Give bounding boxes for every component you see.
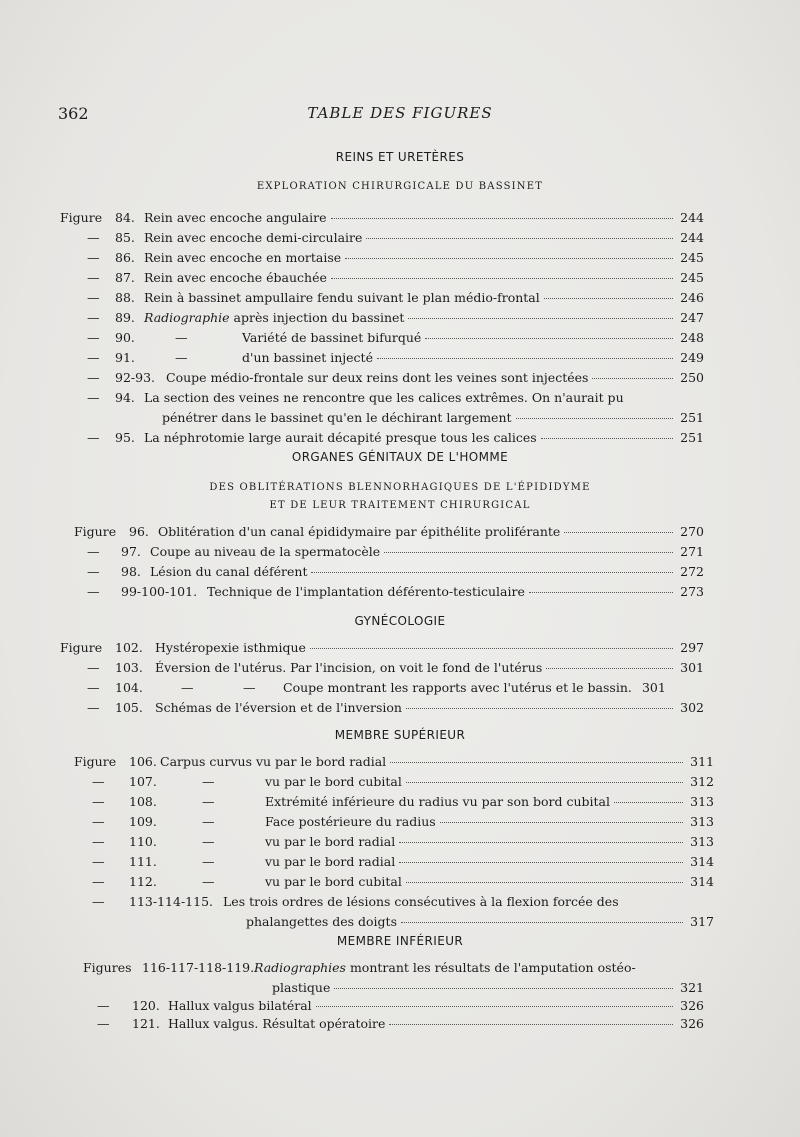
- entry-text: 87.: [115, 270, 135, 285]
- entry-text: montrant les résultats de l'amputation ostéo-: [345, 960, 636, 975]
- entry-text: 85.: [115, 230, 135, 245]
- page-ref: 245: [680, 270, 704, 285]
- figure-entry: [60, 428, 704, 448]
- figure-entry: [60, 328, 704, 348]
- entry-text: Coupe montrant les rapports avec l'utérus et le bassin.: [283, 680, 632, 695]
- figure-entry: [60, 388, 704, 408]
- entry-text: Éversion de l'utérus. Par l'incision, on voit le fond de l'utérus: [155, 660, 543, 675]
- dot-leader: [546, 668, 673, 669]
- page-ref: 249: [680, 350, 704, 365]
- page-ref: 250: [680, 370, 704, 385]
- entry-text: phalangettes des doigts: [246, 914, 397, 929]
- page-ref: 314: [690, 874, 714, 889]
- figure-entry-continuation: [162, 408, 704, 428]
- entry-text: —: [87, 230, 100, 245]
- page-ref: 302: [680, 700, 704, 715]
- entry-text: —: [202, 774, 215, 789]
- entry-text: —: [87, 370, 100, 385]
- entry-text: Oblitération d'un canal épididymaire par épithélite proliférante: [158, 524, 561, 539]
- figure-entry: [74, 542, 704, 562]
- page-ref: 314: [690, 854, 714, 869]
- entry-text: —: [92, 834, 105, 849]
- subtitle-traitement: ET DE LEUR TRAITEMENT CHIRURGICAL: [269, 500, 531, 511]
- page-ref: 247: [680, 310, 704, 325]
- entry-text: 97.: [121, 544, 141, 559]
- entry-text: Rein avec encoche ébauchée: [144, 270, 327, 285]
- entry-text: 90.: [115, 330, 135, 345]
- figure-entry: [74, 522, 704, 542]
- entry-text: Coupe médio-frontale sur deux reins dont les veines sont injectées: [166, 370, 589, 385]
- entry-text: 112.: [129, 874, 157, 889]
- entry-text: Figure: [60, 210, 103, 225]
- figure-entry: [60, 268, 704, 288]
- page-ref: 326: [680, 1016, 704, 1031]
- page-ref: 251: [680, 430, 704, 445]
- figure-entry: [60, 248, 704, 268]
- dot-leader: [389, 1024, 673, 1025]
- dot-leader: [377, 358, 673, 359]
- page-ref: 301: [680, 660, 704, 675]
- figure-entry: [60, 308, 704, 328]
- entry-text: —: [175, 330, 188, 345]
- dot-leader: [541, 438, 673, 439]
- entry-text: Technique de l'implantation déférento-testiculaire: [207, 584, 525, 599]
- dot-leader: [334, 988, 673, 989]
- page-ref: 245: [680, 250, 704, 265]
- entry-text: —: [92, 774, 105, 789]
- page-ref: 272: [680, 564, 704, 579]
- entry-text: 86.: [115, 250, 135, 265]
- entry-text: —: [87, 544, 100, 559]
- entry-text: 102.: [115, 640, 143, 655]
- page-ref: 313: [690, 814, 714, 829]
- entry-text: Figure: [74, 524, 117, 539]
- page-ref: 273: [680, 584, 704, 599]
- entry-text: 111.: [129, 854, 157, 869]
- figure-entry: [74, 892, 714, 912]
- page-ref: 251: [680, 410, 704, 425]
- figure-entry-continuation: [246, 912, 714, 932]
- page-ref: 246: [680, 290, 704, 305]
- figure-entry: [83, 1014, 704, 1034]
- dot-leader: [408, 318, 673, 319]
- entry-text: 103.: [115, 660, 143, 675]
- entry-text: —: [202, 814, 215, 829]
- figure-entry: [74, 852, 714, 872]
- page-ref: 271: [680, 544, 704, 559]
- figure-entry: [60, 658, 704, 678]
- figure-entry: [83, 996, 704, 1016]
- dot-leader: [425, 338, 673, 339]
- page-ref: 301: [641, 680, 666, 695]
- entry-text: Radiographie: [144, 310, 230, 325]
- figure-entry: [74, 812, 714, 832]
- entry-text: Hallux valgus. Résultat opératoire: [168, 1016, 386, 1031]
- dot-leader: [440, 822, 683, 823]
- entry-text: Figure: [60, 640, 103, 655]
- entry-text: 108.: [129, 794, 157, 809]
- entry-text: 109.: [129, 814, 157, 829]
- entry-text: —: [92, 894, 105, 909]
- entry-text: 95.: [115, 430, 135, 445]
- entry-text: Variété de bassinet bifurqué: [242, 330, 422, 345]
- page-ref: 321: [680, 980, 704, 995]
- dot-leader: [311, 572, 673, 573]
- figure-entry: [60, 228, 704, 248]
- page-ref: 270: [680, 524, 704, 539]
- entry-text: 98.: [121, 564, 141, 579]
- dot-leader: [384, 552, 673, 553]
- figure-entry: [60, 368, 704, 388]
- entry-text: plastique: [272, 980, 331, 995]
- entry-text: —: [202, 874, 215, 889]
- dot-leader: [390, 762, 683, 763]
- page-ref: 326: [680, 998, 704, 1013]
- page-number: 362: [58, 104, 89, 123]
- page-ref: 317: [690, 914, 714, 929]
- entry-text: —: [92, 794, 105, 809]
- running-title: TABLE DES FIGURES: [307, 104, 493, 122]
- entry-text: —: [87, 390, 100, 405]
- entry-text: 116-117-118-119.: [142, 960, 255, 975]
- figure-entry-continuation: [272, 978, 704, 998]
- figure-entry: [60, 208, 704, 228]
- dot-leader: [406, 882, 683, 883]
- entry-text: vu par le bord radial: [265, 854, 396, 869]
- dot-leader: [331, 218, 674, 219]
- page-ref: 313: [690, 834, 714, 849]
- entry-text: Extrémité inférieure du radius vu par son bord cubital: [265, 794, 611, 809]
- dot-leader: [564, 532, 673, 533]
- entry-text: 120.: [132, 998, 160, 1013]
- entry-text: —: [92, 814, 105, 829]
- entry-text: 104.: [115, 680, 143, 695]
- entry-text: vu par le bord cubital: [265, 874, 402, 889]
- page-ref: 312: [690, 774, 714, 789]
- page-header: [0, 104, 800, 126]
- entry-text: —: [87, 680, 100, 695]
- dot-leader: [406, 782, 683, 783]
- entry-text: 91.: [115, 350, 135, 365]
- entry-text: 88.: [115, 290, 135, 305]
- entry-text: Hallux valgus bilatéral: [168, 998, 312, 1013]
- entry-text: 89.: [115, 310, 135, 325]
- page-ref: 313: [690, 794, 714, 809]
- entry-text: —: [87, 310, 100, 325]
- entry-text: Figure: [74, 754, 117, 769]
- entry-text: 84.: [115, 210, 135, 225]
- figure-entry: [74, 562, 704, 582]
- figure-entry: [74, 772, 714, 792]
- entry-text: —: [202, 834, 215, 849]
- dot-leader: [529, 592, 673, 593]
- section-title-organes: ORGANES GÉNITAUX DE L'HOMME: [291, 450, 509, 464]
- dot-leader: [331, 278, 673, 279]
- page-ref: 248: [680, 330, 704, 345]
- entry-text: Schémas de l'éversion et de l'inversion: [155, 700, 402, 715]
- dot-leader: [316, 1006, 673, 1007]
- page-ref: 297: [680, 640, 704, 655]
- figure-entry: [60, 288, 704, 308]
- dot-leader: [399, 842, 683, 843]
- dot-leader: [592, 378, 673, 379]
- figure-entry: [60, 348, 704, 368]
- entry-text: Carpus curvus vu par le bord radial: [160, 754, 387, 769]
- section-title-inferieur: MEMBRE INFÉRIEUR: [336, 934, 464, 948]
- figure-entry: [60, 638, 704, 658]
- dot-leader: [366, 238, 673, 239]
- page-ref: 244: [680, 230, 704, 245]
- entry-text: —: [92, 854, 105, 869]
- entry-text: —: [97, 1016, 110, 1031]
- entry-text: Coupe au niveau de la spermatocèle: [150, 544, 381, 559]
- figure-entry: [74, 832, 714, 852]
- entry-text: —: [97, 998, 110, 1013]
- dot-leader: [345, 258, 673, 259]
- entry-text: Radiographies: [254, 960, 346, 975]
- entry-text: d'un bassinet injecté: [242, 350, 373, 365]
- figure-entry: [83, 958, 704, 978]
- figure-entry: [60, 698, 704, 718]
- entry-text: Rein avec encoche angulaire: [144, 210, 327, 225]
- entry-text: —: [87, 350, 100, 365]
- entry-text: 96.: [129, 524, 149, 539]
- entry-text: 110.: [129, 834, 157, 849]
- dot-leader: [401, 922, 683, 923]
- entry-text: après injection du bassinet: [229, 310, 405, 325]
- figure-entry: [60, 678, 704, 698]
- entry-text: —: [87, 330, 100, 345]
- dot-leader: [399, 862, 683, 863]
- entry-text: 92-93.: [115, 370, 156, 385]
- entry-text: Face postérieure du radius: [265, 814, 436, 829]
- section-title-reins: REINS ET URETÈRES: [335, 150, 465, 164]
- entry-text: —: [92, 874, 105, 889]
- entry-text: —: [87, 584, 100, 599]
- entry-text: vu par le bord radial: [265, 834, 396, 849]
- subtitle-exploration: EXPLORATION CHIRURGICALE DU BASSINET: [256, 181, 544, 192]
- dot-leader: [406, 708, 673, 709]
- figure-entry: [74, 872, 714, 892]
- entry-text: 107.: [129, 774, 157, 789]
- entry-text: Figures: [83, 960, 132, 975]
- entry-text: vu par le bord cubital: [265, 774, 402, 789]
- page-ref: 244: [680, 210, 704, 225]
- entry-text: —: [87, 290, 100, 305]
- entry-text: 121.: [132, 1016, 160, 1031]
- figure-entry: [74, 792, 714, 812]
- entry-text: —: [202, 854, 215, 869]
- entry-text: 94.: [115, 390, 135, 405]
- entry-text: —: [175, 350, 188, 365]
- entry-text: Les trois ordres de lésions consécutives à la flexion forcée des: [223, 894, 619, 909]
- entry-text: 113-114-115.: [129, 894, 213, 909]
- entry-text: —: [87, 270, 100, 285]
- entry-text: —: [87, 700, 100, 715]
- entry-text: 105.: [115, 700, 143, 715]
- section-title-superieur: MEMBRE SUPÉRIEUR: [334, 728, 466, 742]
- entry-text: La section des veines ne rencontre que les calices extrêmes. On n'aurait pu: [144, 390, 624, 405]
- entry-text: pénétrer dans le bassinet qu'en le déchirant largement: [162, 410, 512, 425]
- entry-text: Hystéropexie isthmique: [155, 640, 306, 655]
- dot-leader: [614, 802, 683, 803]
- entry-text: —: [243, 680, 256, 695]
- entry-text: —: [87, 430, 100, 445]
- entry-text: —: [181, 680, 194, 695]
- figure-entry: [74, 752, 714, 772]
- dot-leader: [544, 298, 673, 299]
- figure-entry: [74, 582, 704, 602]
- entry-text: Lésion du canal déférent: [150, 564, 308, 579]
- entry-text: La néphrotomie large aurait décapité presque tous les calices: [144, 430, 537, 445]
- entry-text: Rein avec encoche demi-circulaire: [144, 230, 363, 245]
- entry-text: —: [87, 660, 100, 675]
- entry-text: —: [87, 564, 100, 579]
- page-ref: 311: [690, 754, 714, 769]
- dot-leader: [516, 418, 673, 419]
- section-title-gynecologie: GYNÉCOLOGIE: [354, 614, 446, 628]
- subtitle-obliterations: DES OBLITÉRATIONS BLENNORHAGIQUES DE L'ÉPIDIDYME: [209, 482, 591, 493]
- entry-text: Rein avec encoche en mortaise: [144, 250, 342, 265]
- entry-text: 99-100-101.: [121, 584, 198, 599]
- entry-text: —: [87, 250, 100, 265]
- dot-leader: [310, 648, 673, 649]
- entry-text: 106.: [129, 754, 157, 769]
- entry-text: —: [202, 794, 215, 809]
- entry-text: Rein à bassinet ampullaire fendu suivant le plan médio-frontal: [144, 290, 540, 305]
